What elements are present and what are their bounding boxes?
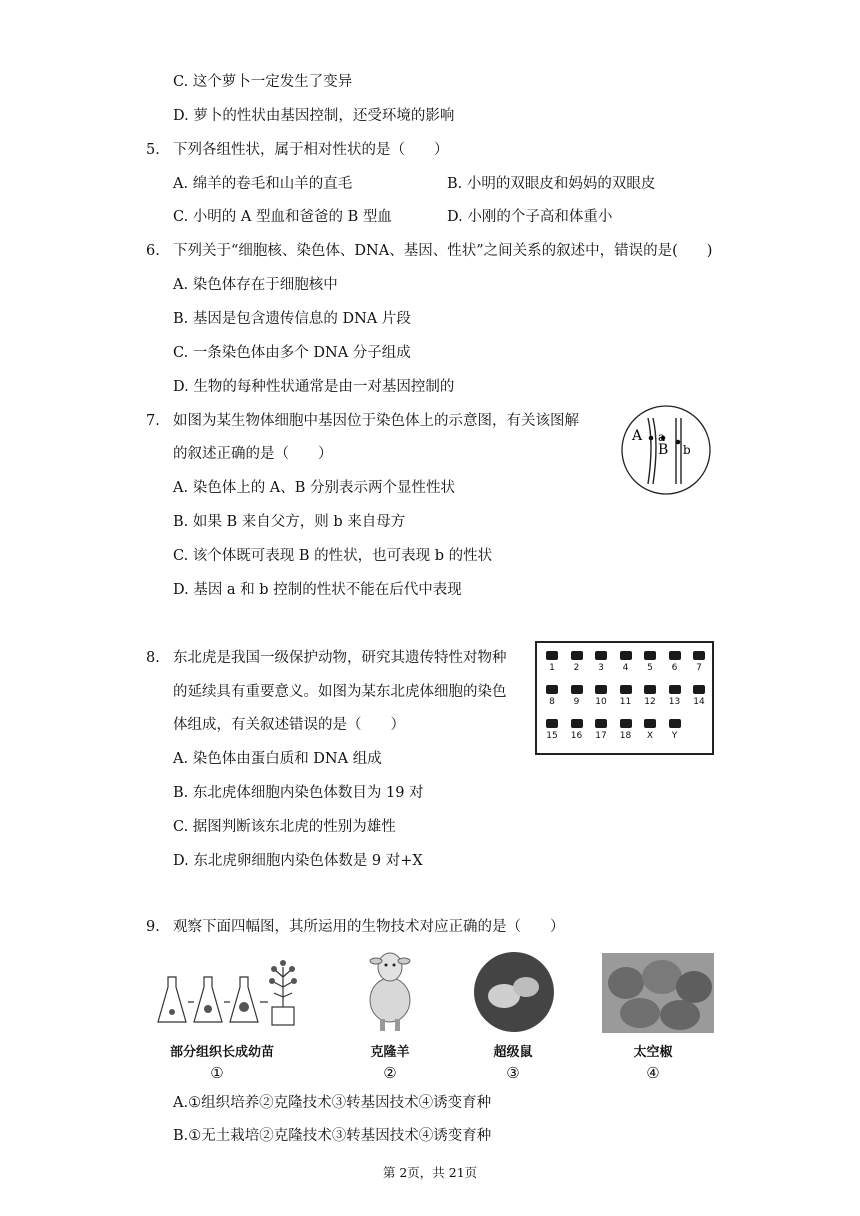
tissue-culture-image (150, 947, 310, 1035)
karyotype-label: 18 (619, 731, 632, 741)
q7-option-d: D. 基因 a 和 b 控制的性状不能在后代中表现 (173, 582, 462, 598)
caption-super-mouse: 超级鼠 (493, 1045, 533, 1060)
karyotype-chromosome-pair (644, 651, 656, 660)
q7-number: 7. (146, 413, 160, 429)
image-mark-1: ① (210, 1064, 224, 1082)
page-footer: 第 2页，共 21页 (382, 1165, 478, 1180)
q5-stem: 下列各组性状，属于相对性状的是（ ） (173, 142, 449, 158)
q6-stem: 下列关于“细胞核、染色体、DNA、基因、性状”之间关系的叙述中，错误的是( ) (173, 243, 713, 259)
q8-option-a: A. 染色体由蛋白质和 DNA 组成 (173, 751, 382, 767)
karyotype-chromosome-pair (546, 719, 558, 728)
q6-option-b: B. 基因是包含遗传信息的 DNA 片段 (173, 311, 411, 327)
image-mark-3: ③ (506, 1064, 520, 1082)
karyotype-chromosome-pair (644, 685, 656, 694)
karyotype-figure (535, 641, 714, 755)
karyotype-chromosome-pair (546, 651, 558, 660)
q5-option-d: D. 小刚的个子高和体重小 (447, 209, 613, 225)
gene-label-b: b (683, 443, 691, 457)
karyotype-chromosome-pair (620, 651, 632, 660)
karyotype-chromosome-pair (595, 719, 607, 728)
gene-label-A: A (632, 428, 643, 444)
karyotype-chromosome-pair (669, 651, 681, 660)
q7-option-b: B. 如果 B 来自父方，则 b 来自母方 (173, 514, 406, 530)
karyotype-label: 10 (595, 697, 607, 707)
karyotype-label: 3 (598, 663, 604, 673)
karyotype-label: 7 (696, 663, 702, 673)
q8-stem-line2: 的延续具有重要意义。如图为某东北虎体细胞的染色 (173, 684, 507, 700)
q4-option-c: C. 这个萝卜一定发生了变异 (173, 74, 353, 90)
q7-stem-line1: 如图为某生物体细胞中基因位于染色体上的示意图，有关该图解 (173, 413, 579, 429)
karyotype-label: 1 (549, 663, 555, 673)
karyotype-label: 13 (668, 697, 681, 707)
karyotype-label: 17 (595, 731, 607, 741)
q6-number: 6. (146, 243, 160, 259)
karyotype-chromosome-pair (693, 685, 705, 694)
q6-option-d: D. 生物的每种性状通常是由一对基因控制的 (173, 379, 455, 395)
karyotype-chromosome-pair (546, 685, 558, 694)
karyotype-label: 5 (647, 663, 653, 673)
karyotype-label: 2 (573, 663, 580, 673)
caption-cloned-sheep: 克隆羊 (370, 1045, 410, 1060)
q9-stem: 观察下面四幅图，其所运用的生物技术对应正确的是（ ） (173, 919, 565, 935)
q9-number: 9. (146, 919, 160, 935)
centromere-dot-3 (676, 440, 681, 445)
karyotype-chromosome-pair (571, 719, 583, 728)
q5-option-b: B. 小明的双眼皮和妈妈的双眼皮 (447, 176, 656, 192)
karyotype-label: 11 (619, 697, 632, 707)
karyotype-chromosome-pair (693, 651, 705, 660)
karyotype-label: 16 (570, 731, 583, 741)
karyotype-label: 14 (693, 697, 705, 707)
karyotype-chromosome-pair (571, 685, 583, 694)
q8-number: 8. (146, 650, 160, 666)
karyotype-chromosome-pair (669, 685, 681, 694)
q8-option-c: C. 据图判断该东北虎的性别为雄性 (173, 819, 396, 835)
karyotype-chromosome-pair (669, 719, 681, 728)
q9-option-b: B.①无土栽培②克隆技术③转基因技术④诱变育种 (173, 1128, 492, 1144)
q7-option-a: A. 染色体上的 A、B 分别表示两个显性性状 (173, 480, 456, 496)
gene-label-a: a (658, 430, 666, 444)
gene-label-B: B (658, 442, 669, 458)
image-mark-4: ④ (646, 1064, 660, 1082)
image-mark-2: ② (383, 1064, 397, 1082)
karyotype-label: 8 (549, 697, 555, 707)
q6-option-c: C. 一条染色体由多个 DNA 分子组成 (173, 345, 411, 361)
karyotype-chromosome-pair (644, 719, 656, 728)
q4-option-d: D. 萝卜的性状由基因控制，还受环境的影响 (173, 108, 455, 124)
super-mouse-image (470, 951, 558, 1033)
karyotype-chromosome-pair (571, 651, 583, 660)
q7-option-c: C. 该个体既可表现 B 的性状，也可表现 b 的性状 (173, 548, 493, 564)
q8-option-b: B. 东北虎体细胞内染色体数目为 19 对 (173, 785, 424, 801)
karyotype-label: 6 (671, 663, 678, 673)
karyotype-label: 9 (573, 697, 580, 707)
centromere-dot-1 (649, 436, 654, 441)
q9-option-a: A.①组织培养②克隆技术③转基因技术④诱变育种 (173, 1095, 492, 1111)
q5-option-a: A. 绵羊的卷毛和山羊的直毛 (173, 176, 353, 192)
cloned-sheep-image (354, 945, 426, 1033)
karyotype-label: 15 (546, 731, 558, 741)
caption-tissue-culture: 部分组织长成幼苗 (169, 1045, 274, 1060)
karyotype-label: X (646, 731, 654, 741)
karyotype-chromosome-pair (620, 719, 632, 728)
chromosome-gene-diagram (618, 404, 714, 496)
space-pepper-image (602, 953, 714, 1033)
karyotype-label: Y (671, 731, 678, 741)
q5-number: 5. (146, 142, 160, 158)
q7-stem-line2: 的叙述正确的是（ ） (173, 446, 333, 462)
caption-space-pepper: 太空椒 (633, 1045, 673, 1060)
q8-stem-line3: 体组成，有关叙述错误的是（ ） (173, 717, 405, 733)
karyotype-chromosome-pair (620, 685, 632, 694)
karyotype-label: 12 (644, 697, 656, 707)
karyotype-label: 4 (622, 663, 629, 673)
q5-option-c: C. 小明的 A 型血和爸爸的 B 型血 (173, 209, 392, 225)
karyotype-chromosome-pair (595, 685, 607, 694)
q8-stem-line1: 东北虎是我国一级保护动物，研究其遗传特性对物种 (173, 650, 507, 666)
q6-option-a: A. 染色体存在于细胞核中 (173, 277, 338, 293)
q8-option-d: D. 东北虎卵细胞内染色体数是 9 对+X (173, 853, 423, 869)
karyotype-chromosome-pair (595, 651, 607, 660)
